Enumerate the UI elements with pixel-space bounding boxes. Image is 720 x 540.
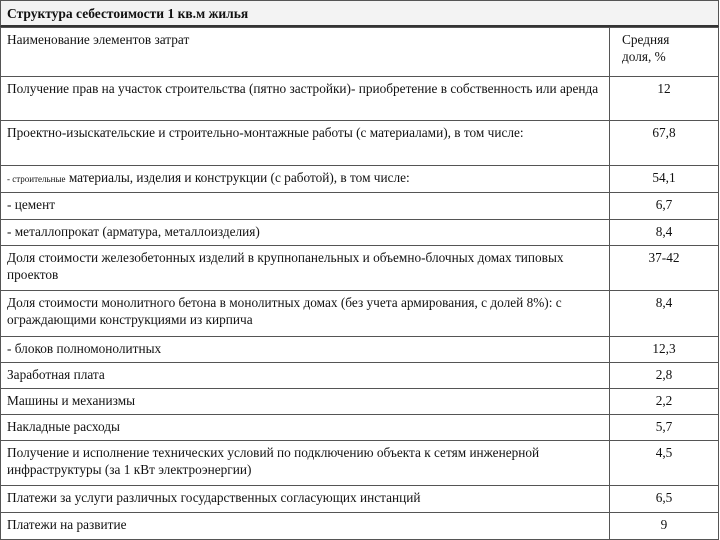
row-name: - металлопрокат (арматура, металлоизделия) <box>7 224 260 239</box>
row-name-cell <box>1 121 610 166</box>
row-name-cell <box>1 415 610 441</box>
row-name-cell <box>1 220 610 246</box>
row-name: Накладные расходы <box>7 419 120 434</box>
row-share-cell <box>610 389 719 415</box>
row-share-cell <box>610 337 719 363</box>
row-name-cell <box>1 193 610 220</box>
row-name-cell <box>1 389 610 415</box>
table-row <box>1 363 719 389</box>
row-share: 9 <box>660 517 668 532</box>
row-name-cell <box>1 486 610 513</box>
row-name-cell <box>1 337 610 363</box>
row-name-cell <box>1 513 610 540</box>
row-name-cell <box>1 246 610 291</box>
row-share-cell <box>610 441 719 486</box>
header-share-label-line2: доля, % <box>622 49 666 64</box>
table-row <box>1 166 719 193</box>
table-row <box>1 441 719 486</box>
row-share-cell <box>610 77 719 121</box>
header-name-label: Наименование элементов затрат <box>7 32 190 47</box>
row-share-cell <box>610 121 719 166</box>
row-name: - блоков полномонолитных <box>7 341 162 356</box>
row-name: - цемент <box>7 197 56 212</box>
row-name-cell <box>1 363 610 389</box>
row-name: Платежи за услуги различных государственных согласующих инстанций <box>7 490 421 505</box>
row-name-cell <box>1 77 610 121</box>
row-name-prefix: - строительные <box>7 174 66 184</box>
row-share-cell <box>610 166 719 193</box>
row-share: 54,1 <box>652 170 676 185</box>
table-row <box>1 193 719 220</box>
table-row <box>1 415 719 441</box>
table-row <box>1 389 719 415</box>
row-share: 12 <box>657 81 671 96</box>
row-name-cell <box>1 166 610 193</box>
row-name: материалы, изделия и конструкции (с работой), в том числе: <box>68 170 410 185</box>
row-share: 5,7 <box>655 419 673 434</box>
row-share-cell <box>610 291 719 337</box>
table-row <box>1 291 719 337</box>
row-name: Проектно-изыскательские и строительно-монтажные работы (с материалами), в том числе: <box>7 125 524 140</box>
table-header-row <box>1 28 719 77</box>
row-share-cell <box>610 513 719 540</box>
table-row <box>1 77 719 121</box>
header-share-cell <box>610 28 719 77</box>
row-name: Доля стоимости монолитного бетона в монолитных домах (без учета армирования, с долей 8%): с ограждающими конструкциями из кирпича <box>7 295 562 327</box>
row-name-cell <box>1 291 610 337</box>
table-row <box>1 220 719 246</box>
row-share: 8,4 <box>655 295 673 310</box>
row-share: 6,7 <box>655 197 673 212</box>
row-name: Платежи на развитие <box>7 517 127 532</box>
row-name: Заработная плата <box>7 367 105 382</box>
table-title-row <box>0 0 719 27</box>
row-share-cell <box>610 486 719 513</box>
row-share-cell <box>610 363 719 389</box>
row-share-cell <box>610 415 719 441</box>
row-share: 4,5 <box>655 445 673 460</box>
row-share: 12,3 <box>652 341 676 356</box>
table-row <box>1 121 719 166</box>
table-row <box>1 486 719 513</box>
header-share-label-line1: Средняя <box>622 32 670 47</box>
row-name-cell <box>1 441 610 486</box>
table-title: Структура себестоимости 1 кв.м жилья <box>7 6 249 21</box>
row-name: Доля стоимости железобетонных изделий в крупнопанельных и объемно-блочных домах типовых проектов <box>7 250 564 282</box>
table-row <box>1 337 719 363</box>
table-row <box>1 513 719 540</box>
row-share: 2,8 <box>655 367 673 382</box>
header-name-cell <box>1 28 610 77</box>
row-share-cell <box>610 246 719 291</box>
row-name: Получение и исполнение технических условий по подключению объекта к сетям инженерной инфраструктуры (за 1 кВт электроэнергии) <box>7 445 540 477</box>
row-share: 67,8 <box>652 125 676 140</box>
row-share: 8,4 <box>655 224 673 239</box>
row-share: 6,5 <box>655 490 673 505</box>
table-row <box>1 246 719 291</box>
row-share: 2,2 <box>655 393 673 408</box>
row-share: 37-42 <box>648 250 680 265</box>
row-share-cell <box>610 193 719 220</box>
cost-structure-table <box>0 27 719 540</box>
row-share-cell <box>610 220 719 246</box>
row-name: Получение прав на участок строительства (пятно застройки)- приобретение в собственность или аренда <box>7 81 599 96</box>
row-name: Машины и механизмы <box>7 393 136 408</box>
